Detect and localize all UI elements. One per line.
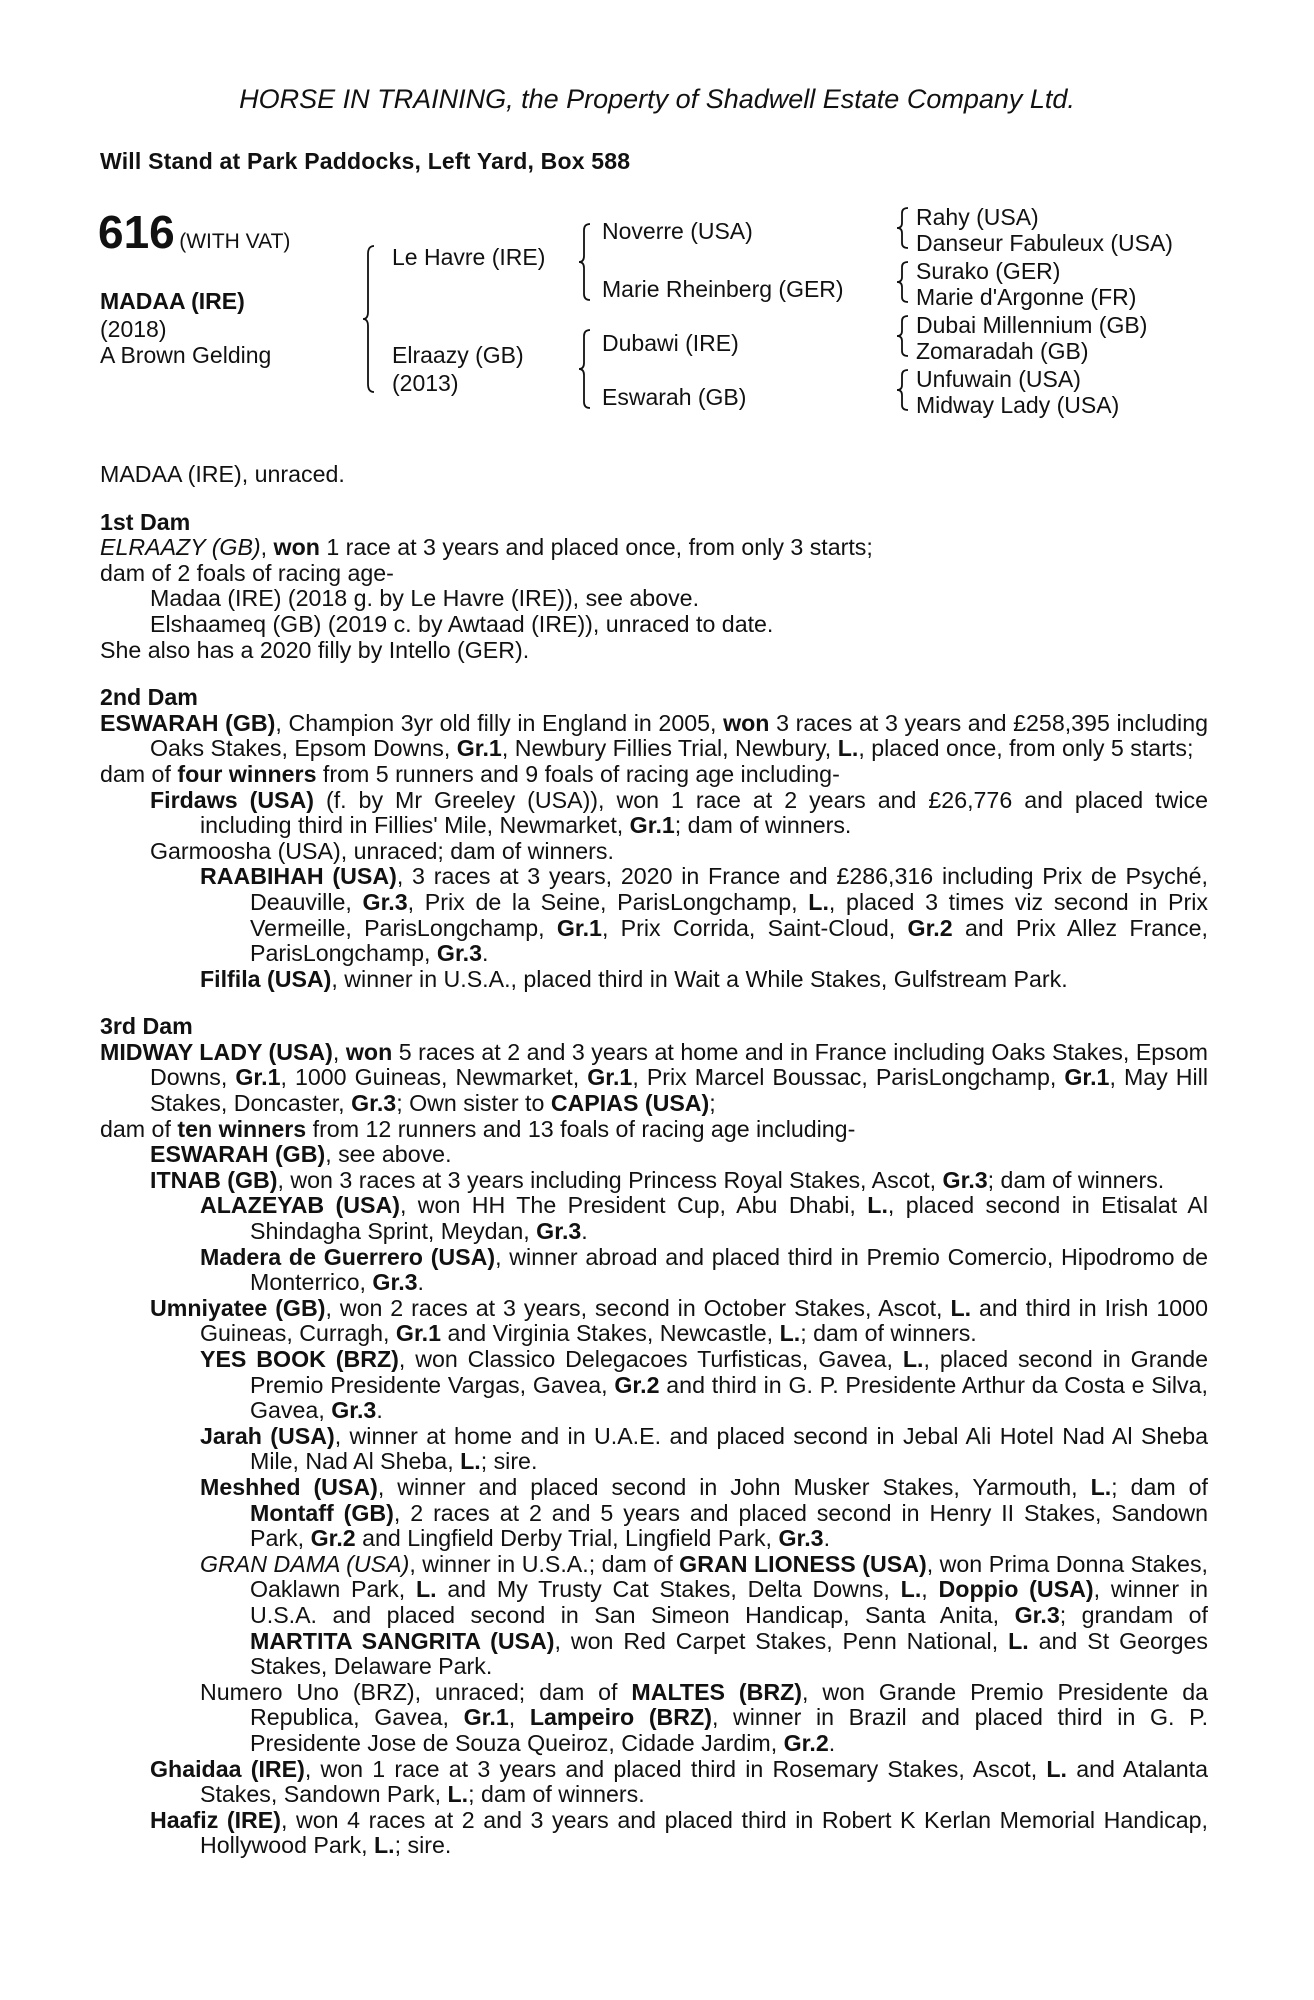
page-title: HORSE IN TRAINING, the Property of Shadwell Estate Company Ltd. [239,84,1075,114]
dam1-2020: She also has a 2020 filly by Intello (GER). [100,636,530,663]
pedigree-g5: Dubai Millennium (GB) [916,312,1148,338]
dam3-alazeyab: ALAZEYAB (USA), won HH The President Cup, Abu Dhabi, L., placed second in Etisalat Al Shindagha Sprint, Meydan, Gr.3. [200,1192,1208,1245]
pedigree-brace-g1 [896,206,910,250]
lot-number [98,205,290,259]
dam3-jarah: Jarah (USA), winner at home and in U.A.E. and placed second in Jebal Ali Hotel Nad Al Sheba Mile, Nad Al Sheba, L.; sire. [200,1422,1209,1475]
dam2-heading: 2nd Dam [100,684,198,711]
dam3-produce: dam of ten winners from 12 runners and 13 foals of racing age including- [100,1115,856,1142]
dam2-firdaws: Firdaws (USA) (f. by Mr Greeley (USA)), won 1 race at 2 years and £26,776 and placed twice including third in Fillies' Mile, Newmarket, Gr.1; dam of winners. [150,786,1208,839]
pedigree-g7: Unfuwain (USA) [916,366,1081,392]
dam1-foal-1: Madaa (IRE) (2018 g. by Le Havre (IRE)), see above. [150,585,700,612]
horse-description: A Brown Gelding [100,342,272,368]
dam2-garmoosha: Garmoosha (USA), unraced; dam of winners. [150,837,614,864]
dam2-raabihah: RAABIHAH (USA), 3 races at 3 years, 2020 in France and £286,316 including Prix de Psyché, Deauville, Gr.3, Prix de la Seine, ParisLongchamp, L., placed 3 times viz second in Prix Vermeille, ParisLongchamp, Gr.1, Prix Corrida, Saint-Cloud, Gr.2 and Prix Allez France, ParisLongchamp, Gr.3. [200,863,1208,967]
pedigree-sire: Le Havre (IRE) [392,244,546,270]
dam1-foals: dam of 2 foals of racing age- [100,559,394,586]
catalogue-body [100,462,1208,1859]
dam2-filfila: Filfila (USA), winner in U.S.A., placed third in Wait a While Stakes, Gulfstream Park. [200,965,1068,992]
pedigree-g6: Zomaradah (GB) [916,338,1089,364]
dam3-yes-book: YES BOOK (BRZ), won Classico Delegacoes Turfisticas, Gavea, L., placed second in Grande Premio Presidente Vargas, Gavea, Gr.2 and third in G. P. Presidente Arthur da Costa e Silva, Gavea, Gr.3. [200,1346,1209,1424]
dam2-entry: ESWARAH (GB), Champion 3yr old filly in England in 2005, won 3 races at 3 years and £258,395 including Oaks Stakes, Epsom Downs, Gr.1, Newbury Fillies Trial, Newbury, L., placed once, from only 5 starts; [100,709,1208,762]
pedigree-sire-dam: Marie Rheinberg (GER) [602,276,844,302]
stand-location: Will Stand at Park Paddocks, Left Yard, Box 588 [100,148,631,174]
pedigree-brace-dam [578,328,592,410]
pedigree-dam-year: (2013) [392,370,459,396]
horse-year: (2018) [100,316,167,342]
pedigree-brace-g4 [896,368,910,412]
lot-vat: (WITH VAT) [179,230,291,253]
dam1-entry: ELRAAZY (GB), won 1 race at 3 years and placed once, from only 3 starts; [100,534,873,561]
dam3-haafiz: Haafiz (IRE), won 4 races at 2 and 3 years and placed third in Robert K Kerlan Memorial Handicap, Hollywood Park, L.; sire. [150,1806,1208,1859]
lot-number-value: 616 [98,206,175,258]
pedigree-dam: Elraazy (GB) [392,342,524,368]
dam3-umniyatee: Umniyatee (GB), won 2 races at 3 years, second in October Stakes, Ascot, L. and third in Irish 1000 Guineas, Curragh, Gr.1 and Virginia Stakes, Newcastle, L.; dam of winners. [150,1294,1208,1347]
pedigree-g8: Midway Lady (USA) [916,392,1120,418]
pedigree-sire-sire: Noverre (USA) [602,218,753,244]
pedigree-brace-main [362,244,376,394]
dam1-foal-2: Elshaameq (GB) (2019 c. by Awtaad (IRE)), unraced to date. [150,610,774,637]
pedigree-g3: Surako (GER) [916,258,1061,284]
pedigree-brace-g2 [896,260,910,304]
dam3-numero-uno: Numero Uno (BRZ), unraced; dam of MALTES (BRZ), won Grande Premio Presidente da Republica, Gavea, Gr.1, Lampeiro (BRZ), winner in Brazil and placed third in G. P. Presidente Jose de Souza Queiroz, Cidade Jardim, Gr.2. [200,1678,1209,1756]
pedigree-dam-sire: Dubawi (IRE) [602,330,739,356]
dam3-eswarah: ESWARAH (GB), see above. [150,1141,452,1168]
dam3-entry: MIDWAY LADY (USA), won 5 races at 2 and 3 years at home and in France including Oaks Stakes, Epsom Downs, Gr.1, 1000 Guineas, Newmarket, Gr.1, Prix Marcel Boussac, ParisLongchamp, Gr.1, May Hill Stakes, Doncaster, Gr.3; Own sister to CAPIAS (USA); [100,1038,1208,1117]
dam3-madera: Madera de Guerrero (USA), winner abroad and placed third in Premio Comercio, Hipodromo de Monterrico, Gr.3. [200,1243,1209,1296]
dam3-ghaidaa: Ghaidaa (IRE), won 1 race at 3 years and placed third in Rosemary Stakes, Ascot, L. and Atalanta Stakes, Sandown Park, L.; dam of winners. [150,1755,1208,1808]
dam1-heading: 1st Dam [100,508,191,535]
dam3-itnab: ITNAB (GB), won 3 races at 3 years including Princess Royal Stakes, Ascot, Gr.3; dam of winners. [150,1166,1165,1193]
dam3-meshhed: Meshhed (USA), winner and placed second in John Musker Stakes, Yarmouth, L.; dam of Montaff (GB), 2 races at 2 and 5 years and placed second in Henry II Stakes, Sandown Park, Gr.2 and Lingfield Derby Trial, Lingfield Park, Gr.3. [200,1473,1209,1552]
pedigree-g1: Rahy (USA) [916,204,1039,230]
pedigree-dam-dam: Eswarah (GB) [602,384,747,410]
dam2-produce: dam of four winners from 5 runners and 9 foals of racing age including- [100,760,840,787]
pedigree-g4: Marie d'Argonne (FR) [916,284,1137,310]
pedigree-brace-sire [578,222,592,302]
unraced-note: MADAA (IRE), unraced. [100,461,345,487]
pedigree-g2: Danseur Fabuleux (USA) [916,230,1173,256]
pedigree-brace-g3 [896,314,910,358]
dam3-gran-dama: GRAN DAMA (USA), winner in U.S.A.; dam of GRAN LIONESS (USA), won Prima Donna Stakes, Oaklawn Park, L. and My Trusty Cat Stakes, Delta Downs, L., Doppio (USA), winner in U.S.A. and placed second in San Simeon Handicap, Santa Anita, Gr.3; grandam of MARTITA SANGRITA (USA), won Red Carpet Stakes, Penn National, L. and St Georges Stakes, Delaware Park. [200,1550,1209,1680]
dam3-heading: 3rd Dam [100,1013,193,1040]
horse-name: MADAA (IRE) [100,288,245,314]
